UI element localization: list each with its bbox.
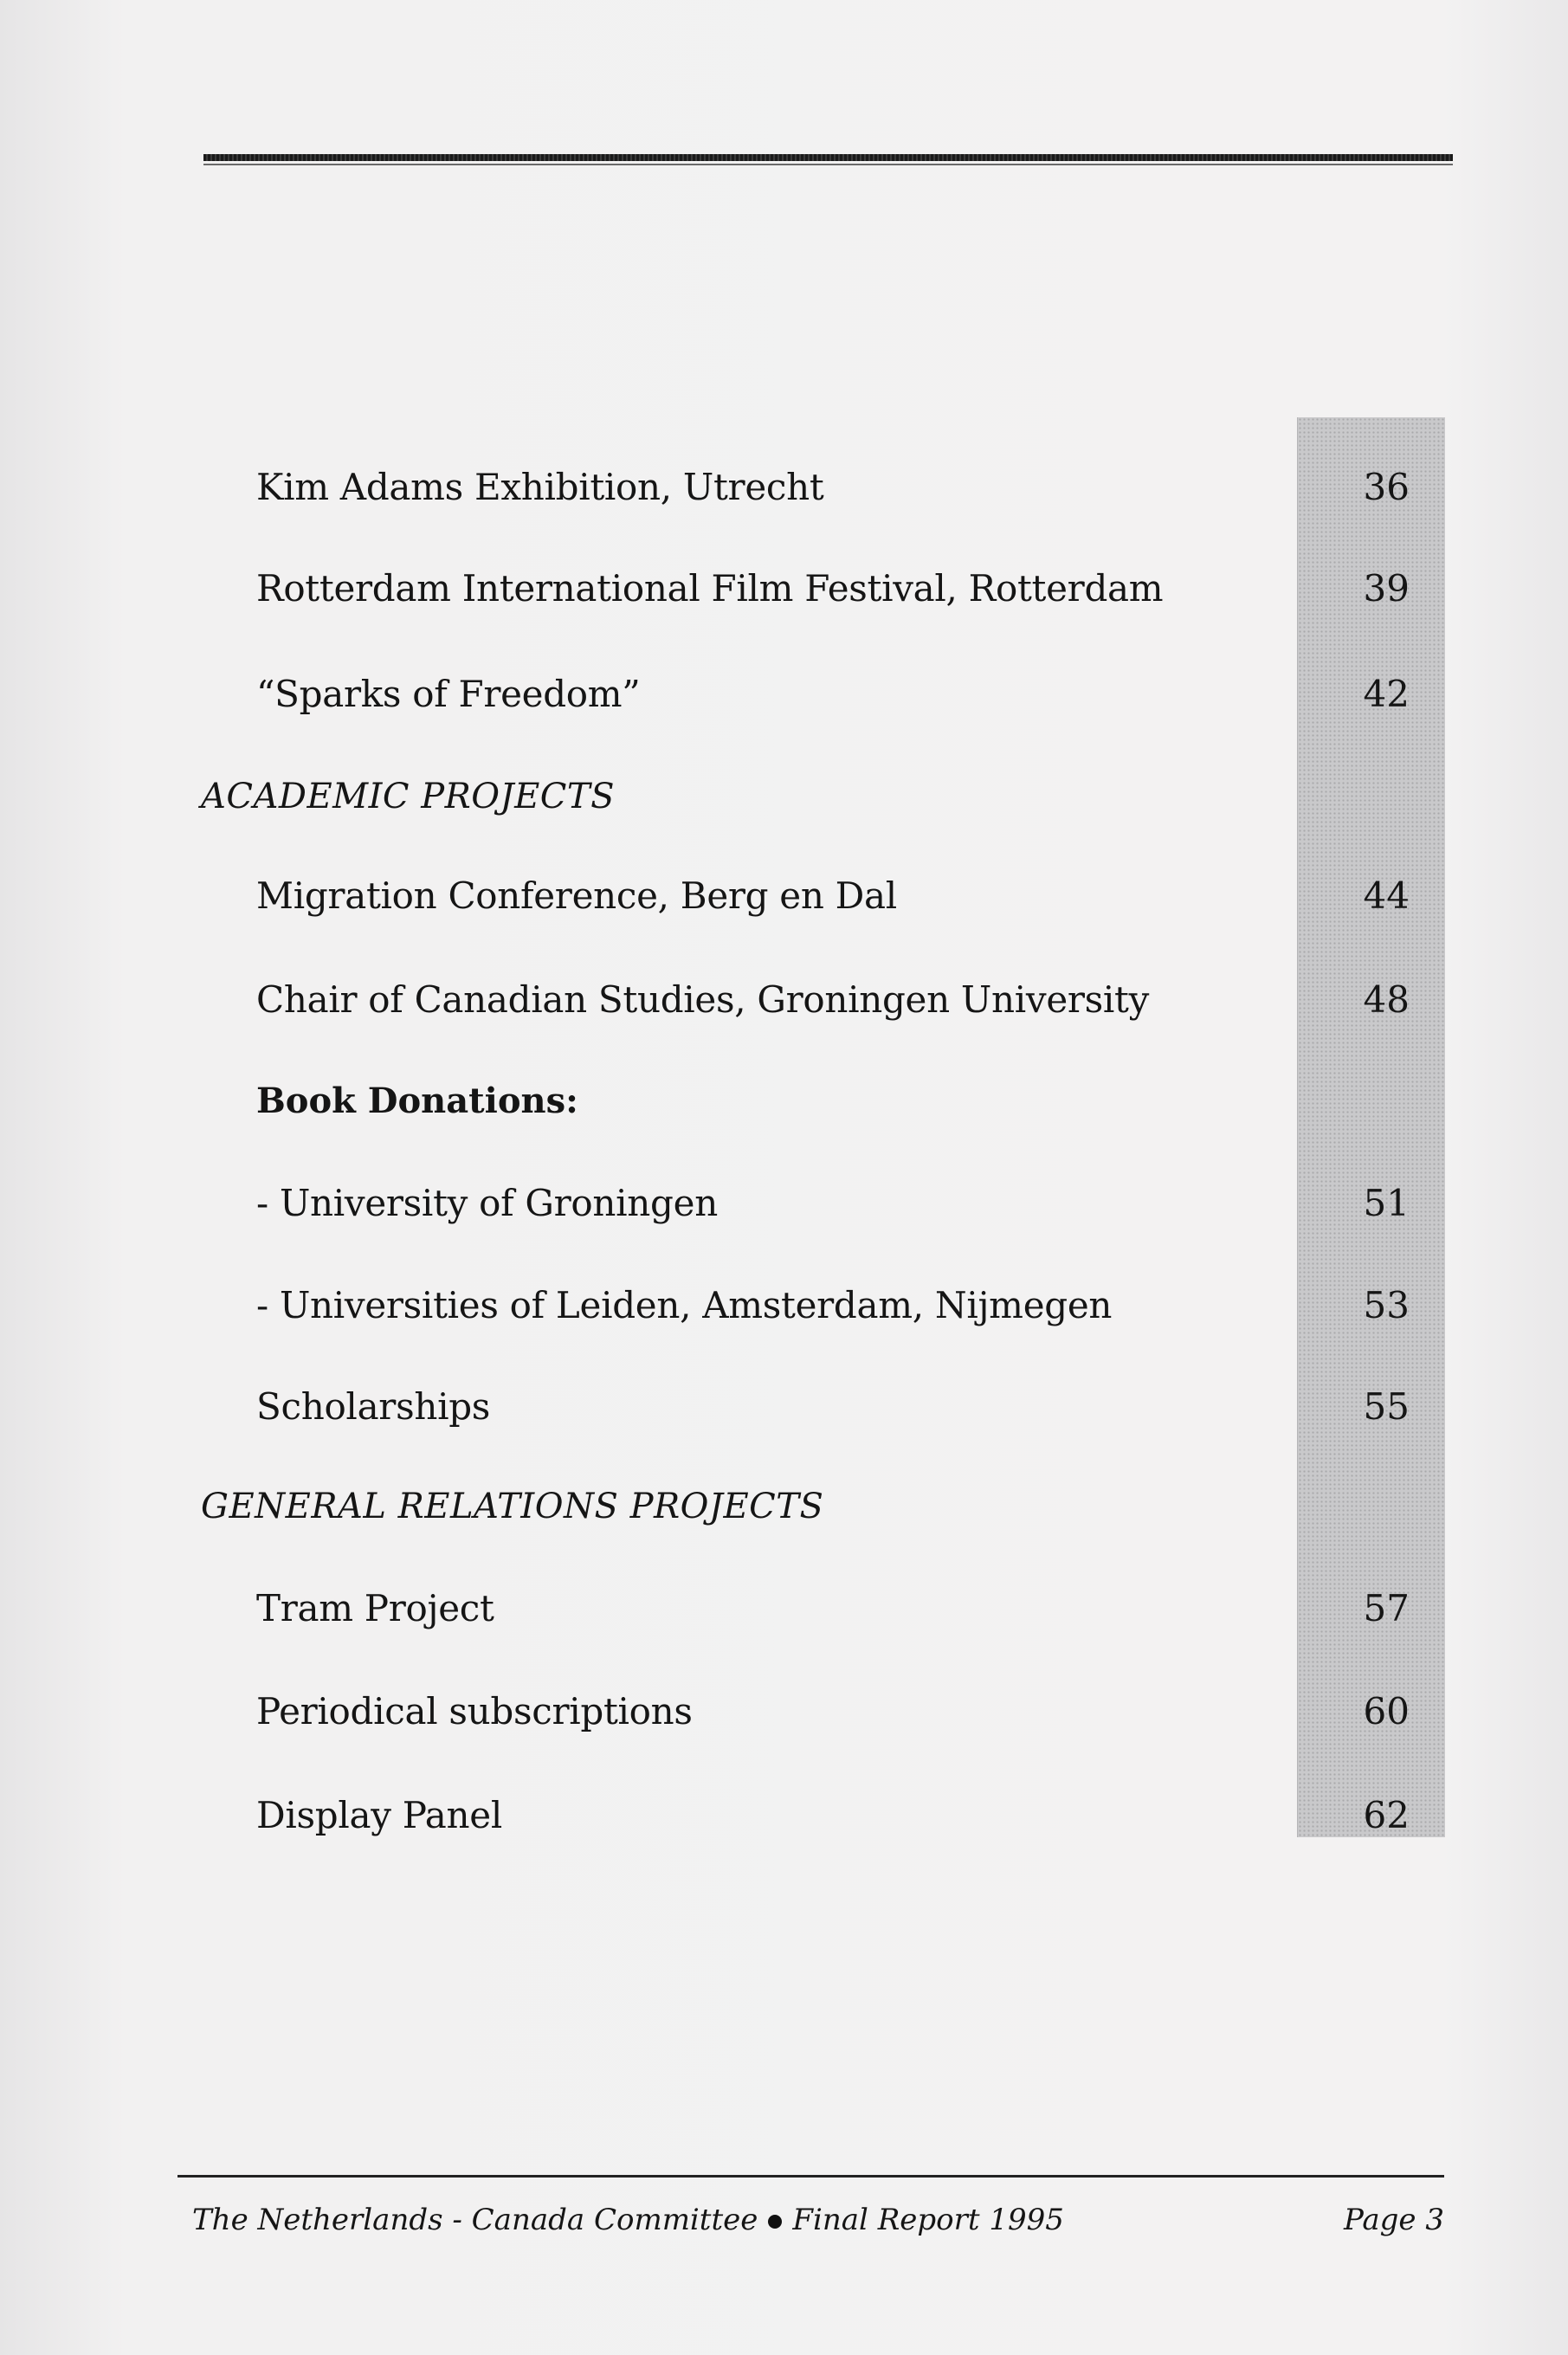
toc-entry-label: - University of Groningen: [256, 1182, 718, 1224]
section-heading-general: GENERAL RELATIONS PROJECTS: [201, 1487, 824, 1526]
toc-entry-label: Display Panel: [256, 1794, 502, 1836]
toc-entry-page: 44: [1363, 874, 1410, 917]
toc-entry[interactable]: [0, 558, 1568, 619]
toc-entry-label: Migration Conference, Berg en Dal: [256, 874, 897, 917]
toc-entry-label: Kim Adams Exhibition, Utrecht: [256, 466, 824, 508]
toc-entry-page: 51: [1363, 1182, 1410, 1224]
toc-entry[interactable]: [0, 664, 1568, 725]
footer-committee-name: The Netherlands - Canada Committee: [192, 2203, 758, 2237]
footer-report-name: Final Report 1995: [792, 2203, 1064, 2237]
toc-entry-page: 62: [1363, 1794, 1410, 1836]
toc-entry[interactable]: [0, 1275, 1568, 1336]
toc-entry-page: 53: [1363, 1284, 1410, 1326]
toc-entry-page: 48: [1363, 978, 1410, 1021]
top-rule-thin: [203, 164, 1453, 165]
toc-entry-label: - Universities of Leiden, Amsterdam, Nijmegen: [256, 1284, 1113, 1326]
toc-entry[interactable]: [0, 1578, 1568, 1639]
toc-entry-page: 60: [1363, 1690, 1410, 1732]
page-number: Page 3: [1344, 2203, 1444, 2237]
toc-entry-page: 57: [1363, 1587, 1410, 1629]
toc-entry[interactable]: [0, 866, 1568, 926]
toc-entry-label: Periodical subscriptions: [256, 1690, 693, 1732]
footer-title: [192, 2194, 1064, 2246]
toc-entry-label: “Sparks of Freedom”: [256, 673, 641, 715]
toc-entry-page: 55: [1363, 1385, 1410, 1428]
toc-entry[interactable]: [0, 1681, 1568, 1742]
toc-entry-page: 42: [1363, 673, 1410, 715]
toc-entry-label: Scholarships: [256, 1385, 491, 1428]
book-donations-heading: Book Donations:: [256, 1081, 578, 1121]
toc-entry[interactable]: [0, 970, 1568, 1030]
bottom-rule: [177, 2175, 1444, 2178]
toc-entry[interactable]: [0, 1785, 1568, 1846]
toc-entry-label: Tram Project: [256, 1587, 494, 1629]
toc-entry-label: Rotterdam International Film Festival, Rotterdam: [256, 567, 1164, 610]
top-rule: [203, 154, 1453, 161]
toc-entry[interactable]: [0, 1377, 1568, 1437]
toc-entry-page: 39: [1363, 567, 1410, 610]
toc-entry[interactable]: [0, 1173, 1568, 1234]
section-heading-academic: ACADEMIC PROJECTS: [201, 777, 615, 816]
bullet-dot-icon: [768, 2215, 782, 2229]
toc-entry-page: 36: [1363, 466, 1410, 508]
toc-entry-label: Chair of Canadian Studies, Groningen University: [256, 978, 1150, 1021]
toc-entry[interactable]: [0, 457, 1568, 518]
